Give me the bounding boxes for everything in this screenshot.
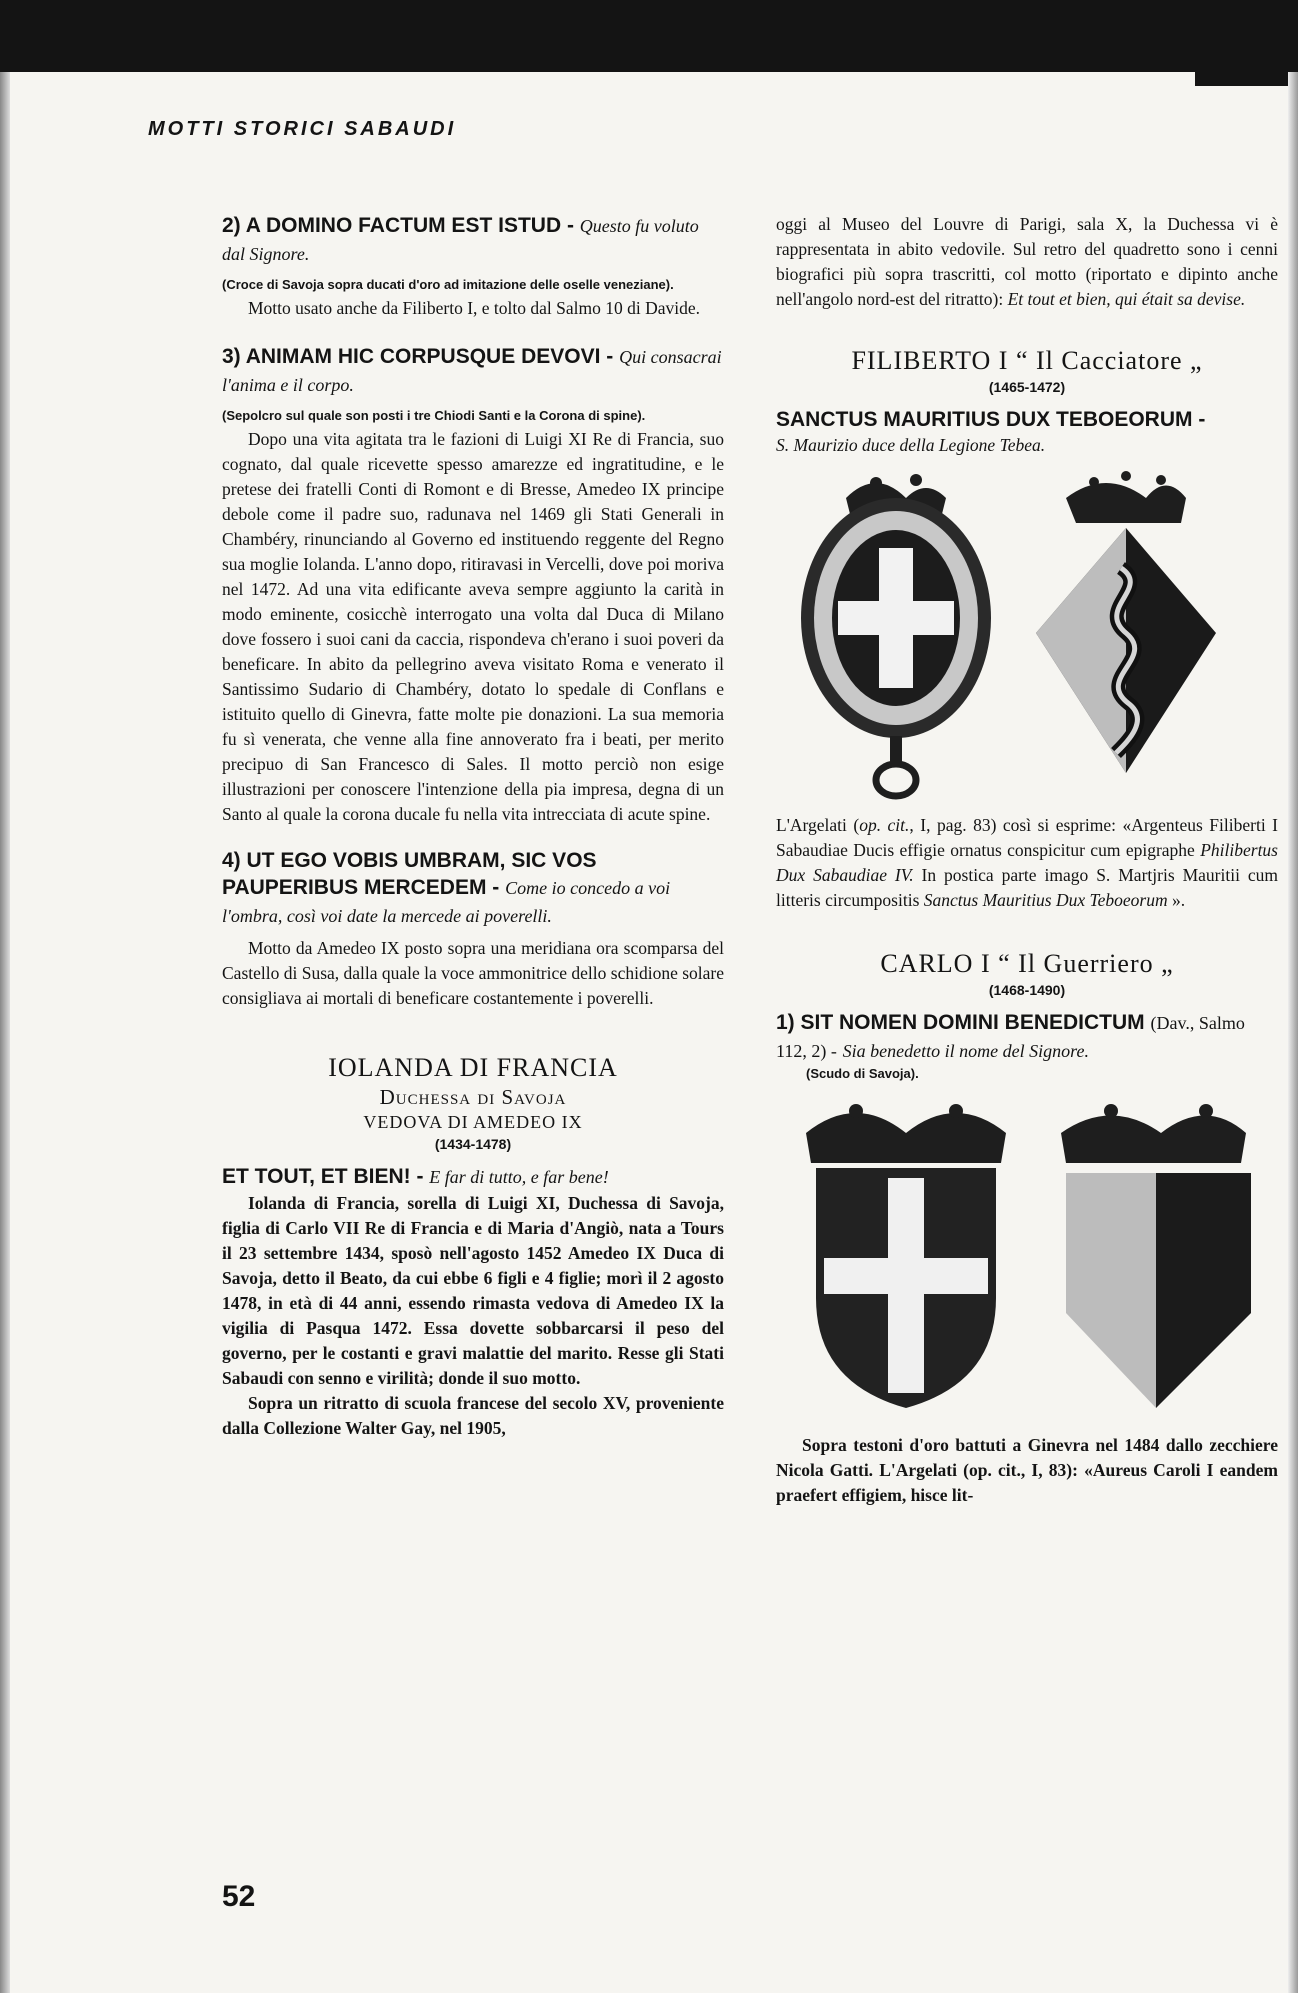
scan-top-border: [0, 0, 1298, 72]
filiberto-emblems: [776, 458, 1278, 813]
louvre-quote: Et tout et bien, qui était sa devise.: [1007, 289, 1246, 309]
carlo-motto-title: 1) SIT NOMEN DOMINI BENEDICTUM: [776, 1011, 1145, 1034]
iolanda-motto: [222, 1163, 724, 1191]
argelati-text-b: , I, pag. 83) così si esprime: «Argenteus Filiberti I Sabaudiae Ducis effigie ornatus conspicitur cum epigraphe: [776, 815, 1278, 860]
carlo-motto: [776, 1009, 1278, 1065]
louvre-text: [776, 212, 1278, 312]
iolanda-text: Iolanda di Francia, sorella di Luigi XI, Duchessa di Savoja, figlia di Carlo VII Re di Francia e di Maria d'Angiò, nata a Tours il 23 settembre 1434, sposò nell'agosto 1452 Amedeo IX Duca di Savoja, detto il Beato, da cui ebbe 6 figli e 4 figlie; morì il 2 agosto 1478, in età di 44 anni, essendo rimasta vedova di Amedeo IX la vigilia di Pasqua 1472. Essa dovette sobbarcarsi il peso del governo, per le costanti e gravi malattie del marito. Resse gli Stati Sabaudi con senno e virilità; donde il suo motto.: [222, 1193, 724, 1388]
iolanda-motto-title: ET TOUT, ET BIEN! -: [222, 1165, 424, 1188]
motto-3-heading: [222, 343, 724, 399]
running-head: MOTTI STORICI SABAUDI: [148, 118, 457, 140]
right-column: [776, 212, 1278, 1508]
filiberto-motto: SANCTUS MAURITIUS DUX TEBOEORUM -: [776, 408, 1206, 431]
motto-3-translation: Qui consacrai l'anima e il corpo.: [222, 347, 722, 395]
carlo-motto-ref: (Dav., Salmo 112, 2) -: [776, 1013, 1245, 1061]
carlo-coat-of-arms-image: [776, 1083, 1278, 1413]
motto-2-text: Motto usato anche da Filiberto I, e tolto dal Salmo 10 di Davide.: [248, 298, 701, 318]
motto-4-text: Motto da Amedeo IX posto sopra una meridiana ora scomparsa del Castello di Susa, dalla quale la voce ammonitrice dello schidione solare consigliava ai mortali di beneficare costantemente i poverelli.: [222, 938, 725, 1008]
savoy-oval-shield: [801, 474, 991, 796]
motto-3-note: (Sepolcro sul quale son posti i tre Chiodi Santi e la Corona di spine).: [222, 408, 646, 423]
motto-2-translation: Questo fu voluto dal Signore.: [222, 216, 699, 264]
argelati-epigraph-2: Sanctus Mauritius Dux Teboeorum: [923, 890, 1168, 910]
savoy-shield: [806, 1104, 1006, 1408]
carlo-title: CARLO I “ Il Guerriero „: [880, 949, 1174, 978]
motto-4-heading: [222, 847, 724, 930]
iolanda-motto-translation: E far di tutto, e far bene!: [429, 1167, 609, 1187]
argelati-epigraph-1: Philibertus Dux Sabaudiae IV.: [776, 840, 1278, 885]
argelati-text-a: L'Argelati (: [776, 815, 860, 835]
carlo-motto-translation: Sia benedetto il nome del Signore.: [842, 1041, 1089, 1061]
carlo-dates: (1468-1490): [988, 982, 1066, 998]
iolanda-text-2: Sopra un ritratto di scuola francese del secolo XV, proveniente dalla Collezione Walter Gay, nel 1905,: [222, 1393, 724, 1438]
louvre-text-body: oggi al Museo del Louvre di Parigi, sala X, la Duchessa vi è rappresentata in abito vedovile. Sul retro del quadretto sono i cenni biografici più sopra trascritti, col motto (riportato e dipinto anche nell'angolo nord-est del ritratto):: [776, 214, 1278, 309]
filiberto-translation: S. Maurizio duce della Legione Tebea.: [776, 435, 1046, 455]
argelati-text: [776, 813, 1278, 913]
lozenge-shield: [1061, 1104, 1251, 1408]
scan-left-edge: [0, 72, 10, 1993]
motto-3-title: 3) ANIMAM HIC CORPUSQUE DEVOVI -: [222, 345, 614, 368]
filiberto-coat-of-arms-image: [776, 458, 1278, 813]
filiberto-dates: (1465-1472): [988, 379, 1066, 395]
motto-4-translation: Come io concedo a voi l'ombra, così voi date la mercede ai poverelli.: [222, 878, 671, 926]
carlo-emblems: [776, 1083, 1278, 1413]
scan-right-edge: [1288, 72, 1298, 1993]
motto-2-heading: [222, 212, 724, 268]
iolanda-dates: (1434-1478): [434, 1136, 512, 1152]
motto-4-title: 4) UT EGO VOBIS UMBRAM, SIC VOS PAUPERIBUS MERCEDEM -: [222, 849, 597, 899]
page-number: 52: [222, 1880, 256, 1913]
milan-lozenge-shield: [1036, 471, 1216, 773]
iolanda-subtitle: Duchessa di Savoja: [379, 1085, 567, 1109]
carlo-text: Sopra testoni d'oro battuti a Ginevra nel 1484 dallo zecchiere Nicola Gatti. L'Argelati (op. cit., I, 83): «Aureus Caroli I eandem praefert effigiem, hisce lit-: [776, 1435, 1278, 1505]
carlo-note: (Scudo di Savoja).: [806, 1066, 919, 1081]
motto-3-text: Dopo una vita agitata tra le fazioni di Luigi XI Re di Francia, suo cognato, dal quale ricevette spesso amarezze ed ingratitudine, e le pretese dei fratelli Conti di Romont e di Bresse, Amedeo IX principe debole come il padre suo, radunava nel 1469 gli Stati Generali in Chambéry, rinunciando al Governo ed instituendo reggente del Regno sua moglie Iolanda. L'anno dopo, ritiravasi in Vercelli, dove poi moriva nel 1472. Ad una vita edificante aveva sempre aggiunto la carità in modo eminente, cosicchè interrogato una volta dal Duca di Milano dove fossero i suoi cani da caccia, rispondeva ch'erano i suoi poveri da beneficare. In abito da pellegrino aveva visitato Roma e venerato il Santissimo Sudario di Chambéry, dotato lo spedale di Conflans e istituito quello di Ginevra, fatte molte pie donazioni. La sua memoria fu sì venerata, che venne alla fine annoverato fra i beati, per merito precipuo di San Francesco di Sales. Il motto perciò non esige illustrazioni per conoscere l'intenzione della pia impresa, degna di un Santo al quale la corona ducale fu nella vita intrecciata di acute spine.: [222, 429, 724, 824]
argelati-ref: op. cit.: [859, 815, 910, 835]
iolanda-title: IOLANDA DI FRANCIA: [328, 1053, 618, 1082]
filiberto-title: FILIBERTO I “ Il Cacciatore „: [851, 346, 1203, 375]
motto-2-note: (Croce di Savoja sopra ducati d'oro ad imitazione delle oselle veneziane).: [222, 277, 674, 292]
left-column: [222, 212, 724, 1441]
iolanda-widow-line: VEDOVA DI AMEDEO IX: [363, 1112, 583, 1132]
argelati-text-d: ».: [1172, 890, 1186, 910]
argelati-text-c: In postica parte imago S. Martjris Mauritii cum litteris circumpositis: [776, 865, 1279, 910]
motto-2-title: 2) A DOMINO FACTUM EST ISTUD -: [222, 214, 574, 237]
